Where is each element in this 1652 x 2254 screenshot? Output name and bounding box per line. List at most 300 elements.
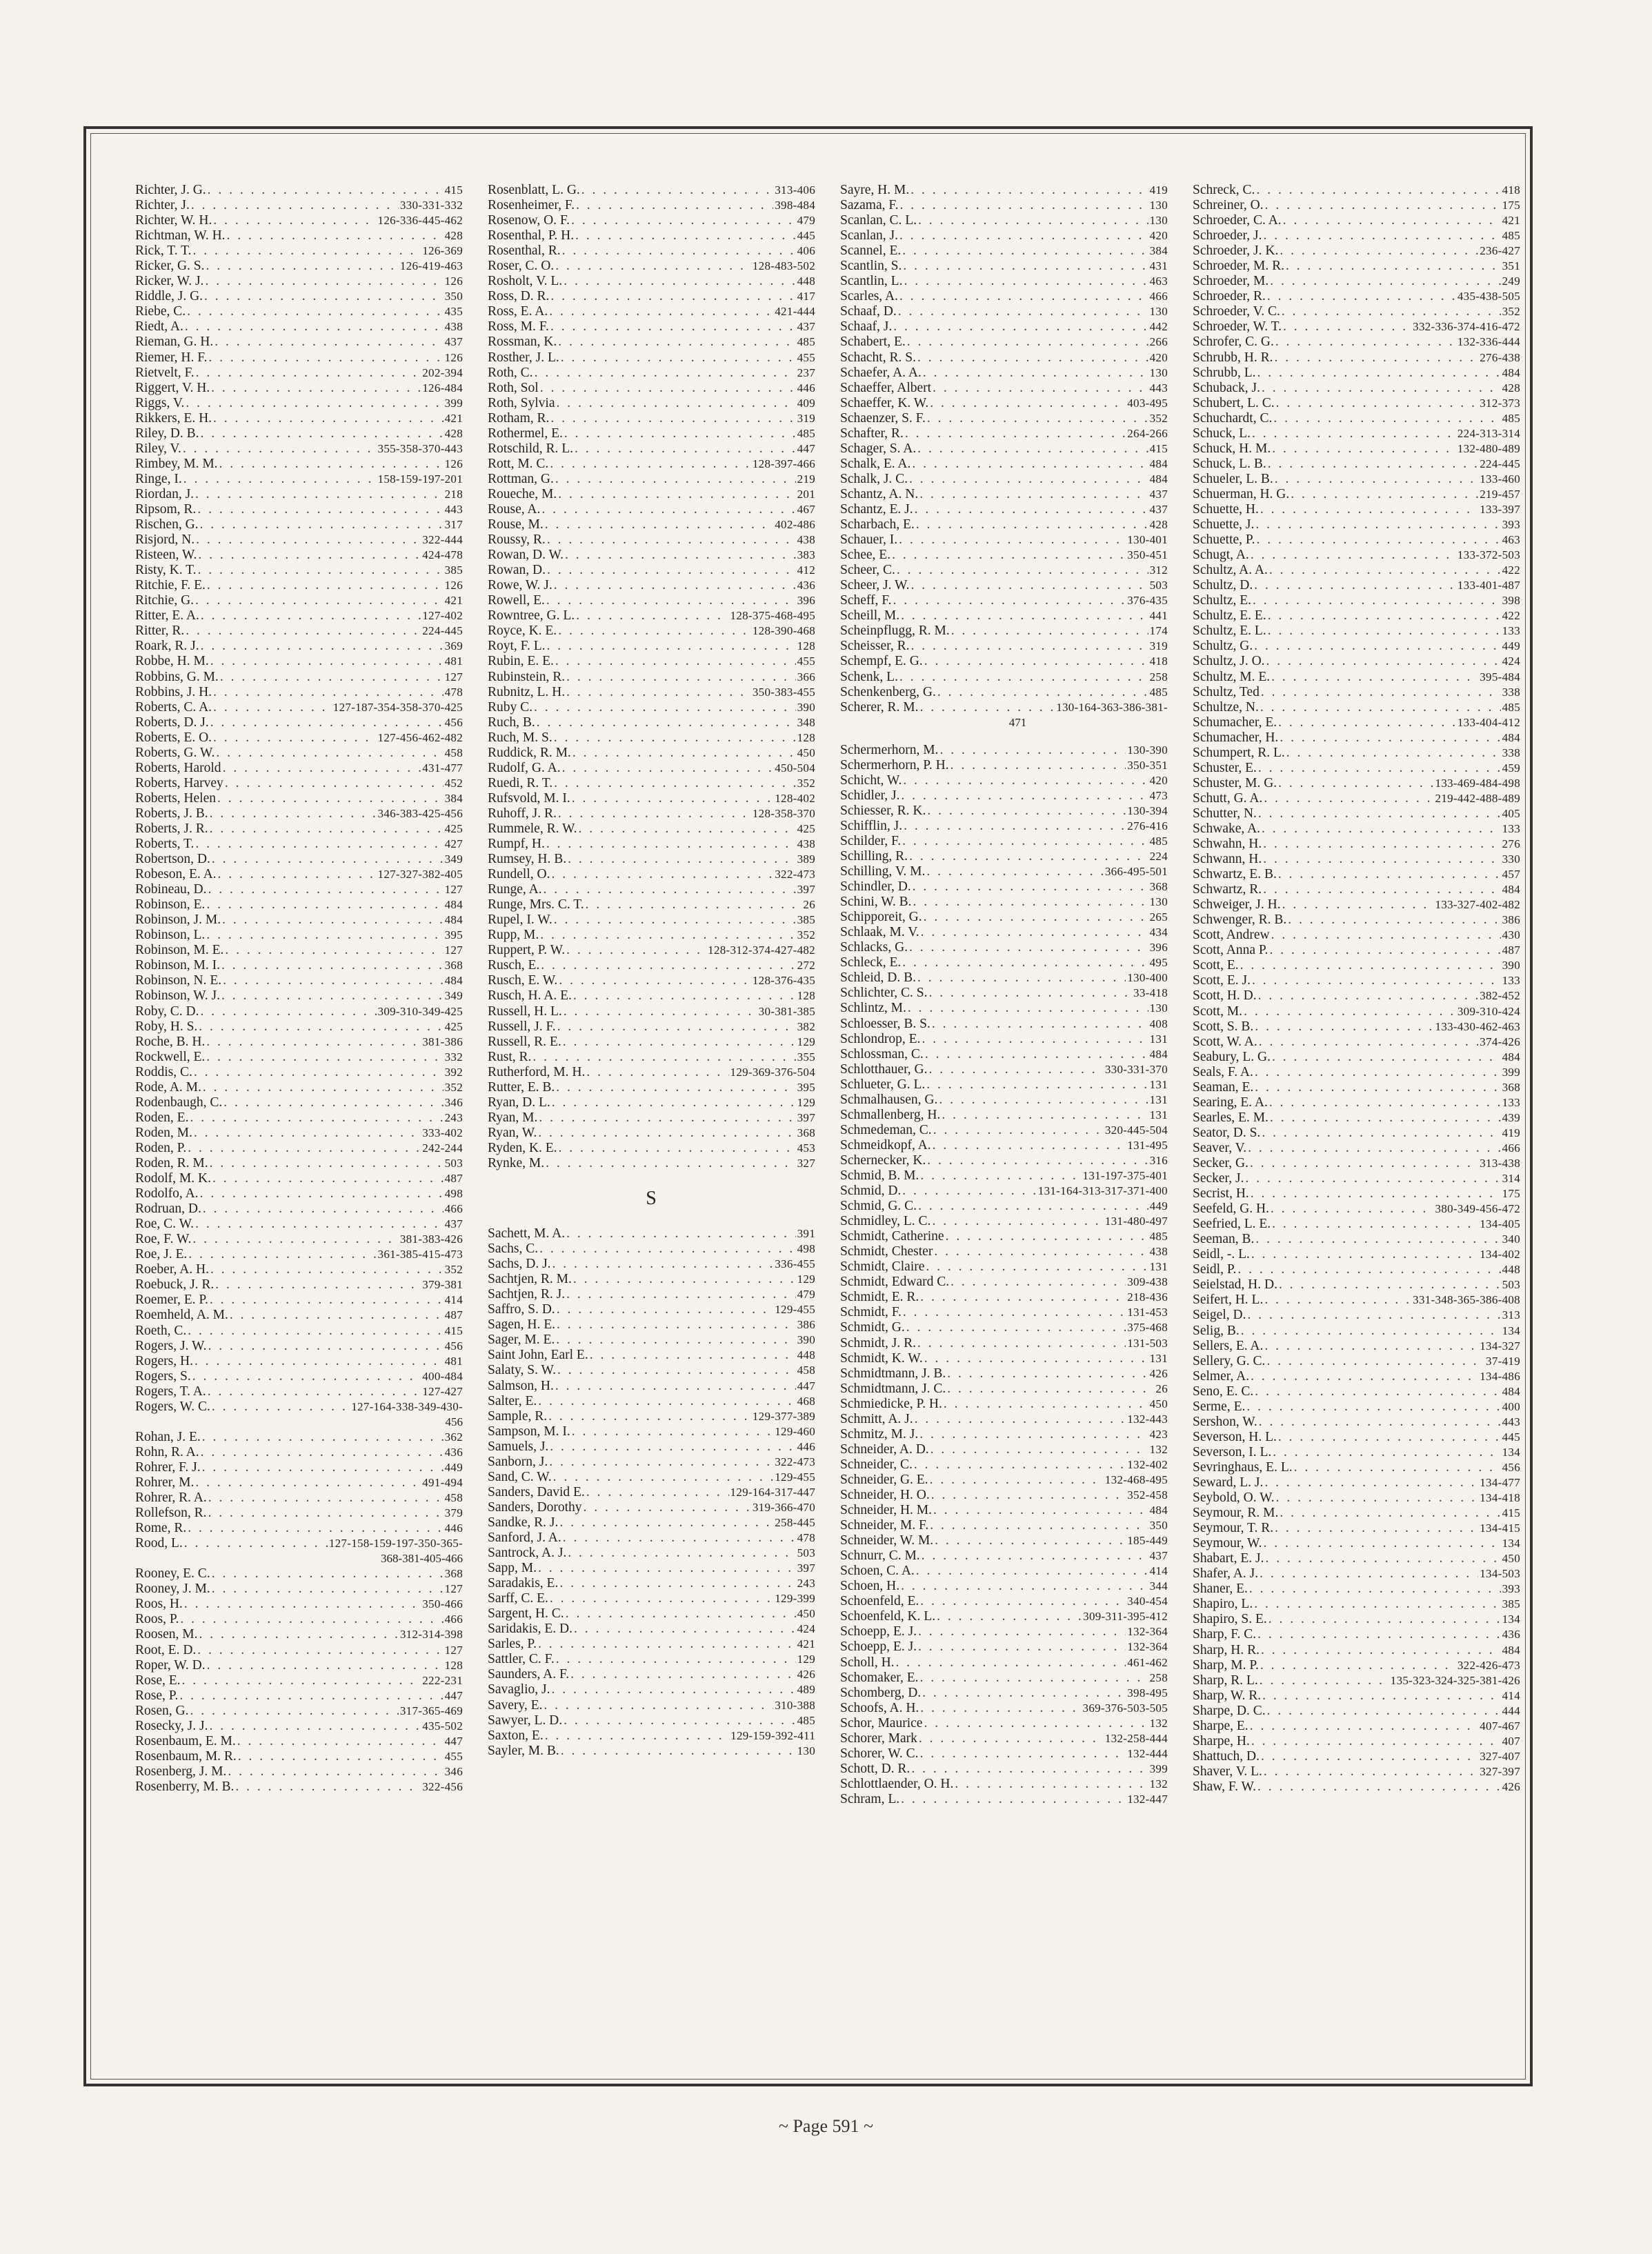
index-entry — [488, 1576, 815, 1591]
index-entry — [488, 1470, 815, 1485]
dot-leader — [197, 502, 443, 517]
index-entry-name: Schroeder, W. T. — [1193, 319, 1282, 335]
dot-leader — [892, 548, 1126, 563]
index-entry — [840, 849, 1168, 864]
index-entry-pages: 128 — [444, 1658, 463, 1672]
index-entry-pages: 369 — [444, 639, 463, 653]
index-entry-pages: 224-445 — [1480, 457, 1520, 470]
dot-leader — [1259, 1415, 1501, 1430]
dot-leader — [1260, 1566, 1478, 1582]
dot-leader — [919, 487, 1148, 502]
index-entry-name: Schaaf, D. — [840, 304, 897, 319]
index-entry-name: Sharpe, D. C. — [1193, 1703, 1266, 1718]
dot-leader — [208, 183, 444, 198]
index-entry-pages: 340 — [1502, 1233, 1520, 1246]
index-entry — [488, 685, 815, 700]
dot-leader — [926, 1259, 1148, 1275]
index-entry — [135, 928, 463, 943]
index-entry — [840, 624, 1168, 639]
dot-leader — [1260, 1673, 1389, 1688]
index-entry-name: Robinson, W. J. — [135, 988, 220, 1004]
index-entry-name: Rufsvold, M. I. — [488, 790, 570, 806]
index-entry-name: Shaver, V. L. — [1193, 1764, 1262, 1779]
index-entry-pages: 350-383-455 — [752, 685, 815, 699]
dot-leader — [1263, 882, 1500, 897]
index-entry — [135, 988, 463, 1004]
index-entry-name: Schuster, E. — [1193, 760, 1257, 775]
index-entry-pages: 481 — [444, 1354, 463, 1368]
index-entry-pages: 390 — [797, 700, 815, 714]
index-entry — [840, 1001, 1168, 1016]
index-entry-pages: 33-418 — [1133, 986, 1168, 1000]
index-entry — [1193, 426, 1520, 441]
index-entry-pages: 266 — [1149, 335, 1168, 349]
index-entry — [135, 1019, 463, 1035]
dot-leader — [201, 639, 444, 654]
dot-leader — [1241, 1324, 1501, 1339]
index-entry-pages: 126 — [444, 457, 463, 470]
index-entry-pages: 127 — [444, 883, 463, 897]
index-entry — [1193, 1339, 1520, 1354]
dot-leader — [1248, 1141, 1500, 1156]
dot-leader — [1250, 1156, 1478, 1171]
index-entry-pages: 132-444 — [1127, 1746, 1168, 1760]
index-entry-pages: 129 — [797, 1095, 815, 1109]
index-entry-name: Ruhoff, J. R. — [488, 806, 557, 821]
index-entry-name: Schleid, D. B. — [840, 970, 916, 986]
index-entry — [840, 788, 1168, 804]
dot-leader — [1291, 487, 1478, 502]
index-entry-name: Robinson, J. M. — [135, 912, 221, 928]
index-entry — [135, 1506, 463, 1521]
index-entry — [135, 1247, 463, 1262]
index-entry — [1193, 1384, 1520, 1399]
dot-leader — [558, 335, 795, 350]
index-entry-pages: 128-375-468-495 — [730, 609, 815, 623]
index-entry-name: Seigel, D. — [1193, 1308, 1246, 1323]
dot-leader — [1294, 1460, 1501, 1475]
dot-leader — [540, 381, 796, 396]
index-entry-pages: 352-458 — [1127, 1488, 1168, 1502]
index-entry — [135, 381, 463, 396]
index-entry-pages: 485 — [1502, 411, 1520, 425]
index-entry — [840, 1275, 1168, 1290]
index-entry-pages: 455 — [444, 1749, 463, 1763]
index-entry — [840, 1670, 1168, 1686]
index-entry — [488, 593, 815, 608]
index-entry-name: Rischen, G. — [135, 517, 199, 532]
index-entry — [840, 441, 1168, 457]
index-entry-pages: 331-348-365-386-408 — [1413, 1293, 1520, 1307]
index-entry — [488, 837, 815, 852]
dot-leader — [1258, 761, 1501, 776]
index-entry-pages: 447 — [444, 1688, 463, 1702]
index-entry-name: Schernecker, K. — [840, 1153, 926, 1168]
dot-leader — [1264, 1536, 1501, 1551]
index-entry — [840, 1731, 1168, 1746]
index-entry-name: Rosenblatt, L. G. — [488, 183, 580, 197]
index-entry-name: Rohrer, M. — [135, 1475, 195, 1490]
index-entry — [1193, 1551, 1520, 1566]
index-entry — [1193, 274, 1520, 289]
index-entry-name: Schuchardt, C. — [1193, 410, 1273, 426]
index-entry — [488, 289, 815, 304]
index-entry-name: Ruch, B. — [488, 715, 535, 730]
index-entry — [840, 743, 1168, 758]
dot-leader — [554, 578, 796, 593]
index-entry — [840, 183, 1168, 198]
index-entry-name: Rollefson, R. — [135, 1506, 207, 1521]
index-entry — [840, 1518, 1168, 1533]
index-entry — [135, 1764, 463, 1779]
index-entry — [135, 837, 463, 852]
index-entry-name: Schmalhausen, G. — [840, 1092, 938, 1107]
index-entry-pages: 135-323-324-325-381-426 — [1390, 1673, 1520, 1687]
index-entry-name: Runge, Mrs. C. T. — [488, 897, 584, 912]
dot-leader — [223, 761, 421, 776]
dot-leader — [562, 761, 774, 776]
index-entry-pages: 463 — [1149, 275, 1168, 288]
index-entry-name: Scanlan, C. L. — [840, 213, 917, 228]
dot-leader — [213, 685, 444, 700]
dot-leader — [918, 1639, 1126, 1655]
index-entry — [1193, 381, 1520, 396]
index-entry-name: Scheff, F. — [840, 593, 892, 608]
dot-leader — [561, 1744, 796, 1759]
index-entry — [488, 1728, 815, 1744]
dot-leader — [1264, 1764, 1478, 1779]
index-entry-pages: 420 — [1149, 229, 1168, 243]
index-entry-name: Seymour, R. M. — [1193, 1506, 1279, 1521]
index-entry-pages: 484 — [444, 913, 463, 927]
index-entry-pages: 219-442-488-489 — [1435, 791, 1520, 805]
index-entry — [840, 1488, 1168, 1503]
dot-leader — [1264, 1339, 1478, 1354]
index-entry-pages: 330-331-370 — [1104, 1062, 1168, 1076]
dot-leader — [910, 183, 1148, 198]
index-entry-pages: 243 — [797, 1577, 815, 1590]
index-entry-pages: 435-438-505 — [1457, 290, 1520, 303]
index-entry — [135, 441, 463, 457]
index-entry — [1193, 396, 1520, 411]
dot-leader — [1263, 852, 1500, 867]
index-entry-name: Schuette, J. — [1193, 517, 1255, 532]
index-entry-name: Schultz, E. — [1193, 593, 1252, 608]
index-entry-pages: 130-390 — [1127, 743, 1168, 757]
index-entry — [135, 411, 463, 426]
dot-leader — [918, 213, 1148, 228]
dot-leader — [1282, 304, 1501, 319]
dot-leader — [550, 1591, 773, 1606]
index-entry-name: Schram, L. — [840, 1791, 900, 1806]
dot-leader — [206, 1035, 421, 1050]
index-column-1 — [135, 183, 463, 2066]
index-entry-name: Schroeder, M. R. — [1193, 259, 1284, 274]
dot-leader — [546, 1156, 795, 1171]
dot-leader — [925, 1047, 1148, 1062]
index-entry — [1193, 593, 1520, 608]
index-entry — [135, 350, 463, 366]
index-entry — [488, 1622, 815, 1637]
dot-leader — [550, 289, 795, 304]
index-entry-pages: 393 — [1502, 1582, 1520, 1596]
index-entry-name: Roemer, E. P. — [135, 1293, 208, 1308]
index-entry — [488, 228, 815, 243]
dot-leader — [555, 472, 796, 487]
index-entry — [488, 1095, 815, 1110]
dot-leader — [200, 426, 443, 441]
index-entry-pages: 479 — [797, 214, 815, 228]
dot-leader — [575, 441, 796, 457]
index-entry — [840, 1686, 1168, 1701]
index-entry-name: Ritchie, G. — [135, 593, 195, 608]
index-entry — [1193, 1536, 1520, 1551]
index-entry — [135, 517, 463, 532]
index-entry-pages: 258-445 — [775, 1515, 815, 1529]
index-entry-pages: 424 — [797, 1622, 815, 1636]
dot-leader — [920, 1290, 1126, 1305]
index-entry-pages: 317 — [444, 518, 463, 532]
index-entry-pages: 224-445 — [422, 624, 463, 638]
index-entry — [840, 970, 1168, 986]
dot-leader — [1264, 1475, 1478, 1490]
index-entry-name: Scheinpflugg, R. M. — [840, 624, 950, 639]
index-entry — [840, 758, 1168, 773]
index-entry-name: Sharpe, E. — [1193, 1718, 1248, 1733]
index-entry — [1193, 213, 1520, 228]
index-entry — [840, 1382, 1168, 1397]
index-entry-pages: 132-468-495 — [1104, 1473, 1168, 1486]
dot-leader — [183, 441, 377, 457]
index-entry-pages: 484 — [444, 898, 463, 912]
index-entry-pages: 131 — [1149, 1093, 1168, 1106]
index-entry — [135, 289, 463, 304]
dot-leader — [903, 259, 1148, 274]
index-entry-name: Schantz, A. N. — [840, 486, 919, 501]
index-entry — [135, 1141, 463, 1156]
index-entry-pages: 319 — [1149, 639, 1168, 653]
index-entry-pages: 258 — [1149, 670, 1168, 684]
dot-leader — [1251, 1369, 1478, 1384]
index-entry-name: Schmid, B. M. — [840, 1168, 919, 1183]
index-entry-name: Schultz, E. E. — [1193, 608, 1266, 624]
dot-leader — [947, 1366, 1148, 1382]
index-entry-name: Roth, C. — [488, 365, 533, 380]
index-entry-pages: 376-435 — [1127, 594, 1168, 608]
dot-leader — [1255, 1384, 1500, 1399]
index-entry-name: Rosholt, V. L. — [488, 274, 563, 289]
index-entry-pages: 133-469-484-498 — [1435, 776, 1520, 790]
index-entry-pages: 129-369-376-504 — [730, 1065, 815, 1079]
index-entry-name: Rooney, J. M. — [135, 1582, 210, 1597]
index-entry-name: Schiesser, R. K. — [840, 803, 926, 818]
index-entry-name: Scantlin, L. — [840, 274, 903, 289]
dot-leader — [939, 1093, 1148, 1108]
index-entry — [840, 1427, 1168, 1442]
dot-leader — [553, 1470, 774, 1485]
index-entry — [488, 1485, 815, 1500]
dot-leader — [547, 563, 796, 578]
dot-leader — [1255, 1080, 1500, 1095]
index-entry-pages: 127-456-462-482 — [377, 730, 463, 744]
index-entry — [1193, 700, 1520, 715]
dot-leader — [552, 1095, 796, 1110]
index-entry — [840, 548, 1168, 563]
index-entry — [840, 1609, 1168, 1624]
index-entry-name: Rode, A. M. — [135, 1079, 201, 1095]
index-entry-name: Rieman, G. H. — [135, 335, 214, 350]
dot-leader — [583, 1500, 750, 1515]
dot-leader — [197, 563, 443, 578]
dot-leader — [557, 1019, 796, 1035]
index-entry — [1193, 1597, 1520, 1612]
index-entry-pages: 350 — [444, 290, 463, 303]
index-entry-name: Sachett, M. A. — [488, 1226, 566, 1241]
dot-leader — [1253, 593, 1501, 608]
page-footer: ~ Page 591 ~ — [778, 2116, 874, 2136]
index-entry-pages: 350-466 — [422, 1597, 463, 1611]
index-entry — [1193, 821, 1520, 837]
index-entry-name: Schuster, M. G. — [1193, 775, 1277, 790]
index-entry-name: Rosther, J. L. — [488, 350, 559, 365]
index-entry — [488, 426, 815, 441]
dot-leader — [912, 457, 1148, 472]
index-entry-name: Sand, C. W. — [488, 1469, 552, 1484]
index-entry-pages: 127 — [444, 1582, 463, 1596]
index-entry-pages: 466 — [1149, 290, 1168, 303]
dot-leader — [944, 1397, 1148, 1412]
index-entry-pages: 236-427 — [1480, 244, 1520, 258]
index-entry-name: Sawyer, L. D. — [488, 1713, 563, 1728]
index-entry-name: Rosenthal, R. — [488, 243, 561, 259]
dot-leader — [1263, 228, 1500, 243]
index-entry-name: Ritter, E. A. — [135, 608, 199, 624]
index-entry-pages: 385 — [1502, 1597, 1520, 1611]
index-entry-pages: 130 — [1149, 895, 1168, 909]
dot-leader — [538, 1637, 796, 1652]
index-entry-pages: 131 — [1149, 1351, 1168, 1365]
index-entry-name: Roussy, R. — [488, 532, 546, 548]
index-entry — [1193, 1734, 1520, 1749]
index-entry — [1193, 1354, 1520, 1369]
index-entry — [1193, 1490, 1520, 1506]
index-entry-name: Ryan, W. — [488, 1125, 537, 1140]
dot-leader — [208, 882, 443, 897]
dot-leader — [1256, 532, 1500, 548]
dot-leader — [570, 1667, 795, 1682]
index-entry — [1193, 1126, 1520, 1141]
index-entry-name: Rosenthal, P. H. — [488, 228, 575, 243]
index-entry — [135, 1095, 463, 1110]
index-entry — [1193, 183, 1520, 198]
index-entry-name: Searles, E. M. — [1193, 1110, 1268, 1125]
dot-leader — [899, 228, 1148, 243]
dot-leader — [1279, 1277, 1501, 1293]
index-entry-name: Schreck, C. — [1193, 183, 1255, 197]
dot-leader — [917, 1336, 1126, 1351]
index-entry-pages: 456 — [1502, 1460, 1520, 1474]
index-entry — [135, 1339, 463, 1354]
index-entry-name: Schutter, N. — [1193, 806, 1257, 821]
dot-leader — [1268, 608, 1501, 624]
index-entry — [488, 1080, 815, 1095]
dot-leader — [550, 457, 751, 472]
index-entry-pages: 489 — [797, 1683, 815, 1697]
index-entry — [135, 1065, 463, 1080]
dot-leader — [932, 1017, 1148, 1032]
index-entry — [840, 1168, 1168, 1184]
index-entry — [135, 1126, 463, 1141]
index-entry-name: Rupel, I. W. — [488, 912, 553, 928]
index-entry-pages: 202-394 — [422, 366, 463, 379]
index-entry — [1193, 1475, 1520, 1490]
index-entry-name: Saridakis, E. D. — [488, 1622, 573, 1637]
dot-leader — [902, 834, 1148, 849]
index-entry — [488, 943, 815, 958]
index-entry — [488, 183, 815, 198]
index-entry-pages: 457 — [1502, 868, 1520, 881]
index-entry-name: Roeth, C. — [135, 1323, 187, 1338]
index-entry — [135, 1156, 463, 1171]
index-entry-name: Roark, R. J. — [135, 639, 199, 654]
index-entry-name: Schidler, J. — [840, 788, 900, 803]
index-entry-pages: 127-327-382-405 — [377, 868, 463, 881]
index-entry-name: Schubert, L. C. — [1193, 395, 1275, 410]
index-entry-pages: 415 — [444, 183, 463, 197]
index-entry-pages: 426 — [797, 1668, 815, 1682]
index-entry-pages: 484 — [1149, 1047, 1168, 1061]
index-entry — [840, 1777, 1168, 1792]
index-entry-pages: 346 — [444, 1764, 463, 1778]
index-entry-name: Schoenfeld, E. — [840, 1594, 919, 1609]
index-entry-name: Rowan, D. W. — [488, 548, 564, 563]
index-entry-name: Schilling, R. — [840, 849, 908, 864]
index-entry-name: Sayre, H. M. — [840, 183, 910, 197]
index-entry-name: Rutter, E. B. — [488, 1079, 555, 1095]
index-entry-pages: 132-447 — [1127, 1792, 1168, 1806]
index-entry — [488, 472, 815, 487]
index-entry — [135, 304, 463, 319]
dot-leader — [902, 955, 1148, 970]
dot-leader — [209, 1719, 421, 1734]
index-entry — [1193, 1612, 1520, 1627]
index-entry — [1193, 1521, 1520, 1536]
index-entry — [135, 183, 463, 198]
index-entry-pages: 437 — [797, 320, 815, 334]
index-entry-pages: 414 — [1502, 1688, 1520, 1702]
index-entry — [1193, 761, 1520, 776]
index-entry-name: Rust, R. — [488, 1049, 532, 1064]
dot-leader — [195, 837, 443, 852]
index-entry-name: Shapiro, L. — [1193, 1597, 1253, 1612]
dot-leader — [195, 1354, 444, 1369]
index-entry — [1193, 943, 1520, 958]
index-entry-pages: 450 — [1502, 1552, 1520, 1566]
index-entry-pages: 456 — [444, 1339, 463, 1353]
index-entry-pages: 224 — [1149, 850, 1168, 864]
index-entry-pages: 322-473 — [775, 1455, 815, 1468]
dot-leader — [1273, 411, 1500, 426]
index-entry-name: Rosenbaum, E. M. — [135, 1733, 236, 1748]
index-entry — [488, 1004, 815, 1019]
dot-leader — [927, 411, 1148, 426]
index-entry-name: Scheer, C. — [840, 563, 895, 578]
index-entry-name: Seymour, T. R. — [1193, 1521, 1274, 1536]
index-entry-name: Shattuch, D. — [1193, 1748, 1260, 1764]
index-entry-pages: 428 — [444, 426, 463, 440]
index-entry-name: Scott, M. — [1193, 1004, 1243, 1019]
index-entry-name: Rohan, J. E. — [135, 1429, 201, 1444]
